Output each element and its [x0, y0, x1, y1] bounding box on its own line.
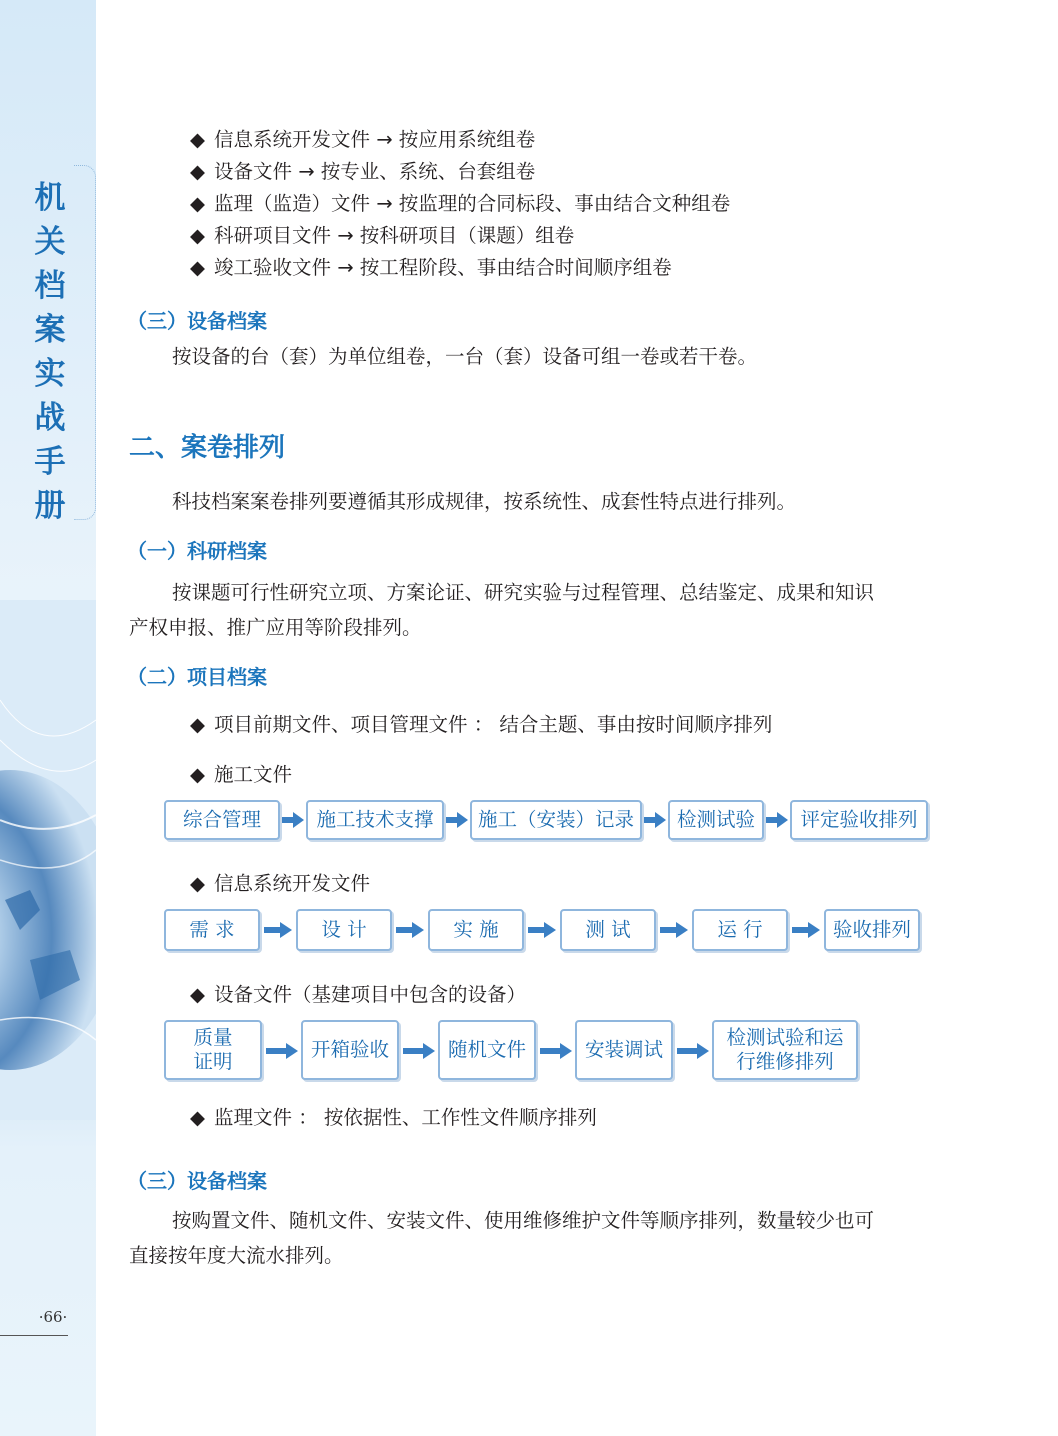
arrow-right-icon [446, 810, 468, 830]
flow-box: 评定验收排列 [790, 800, 928, 840]
flow-box: 安装调试 [575, 1020, 673, 1080]
page-number-rule [0, 1335, 68, 1336]
flow-box: 综合管理 [164, 800, 280, 840]
flow-box: 实 施 [428, 909, 524, 951]
flow-box: 检测试验和运 行维修排列 [712, 1020, 858, 1080]
flow-box: 质量 证明 [164, 1020, 262, 1080]
arrow-right-icon [766, 810, 788, 830]
bullet-item: ◆ 信息系统开发文件 → 按应用系统组卷 [190, 128, 536, 151]
arrow-right-icon [540, 1041, 572, 1061]
flow-box: 施工（安装）记录 [470, 800, 642, 840]
subheading-equipment-archive: （三）设备档案 [127, 309, 267, 333]
bullet-item: ◆ 监理（监造）文件 → 按监理的合同标段、事由结合文种组卷 [190, 192, 731, 215]
page-number: ·66· [38, 1308, 68, 1326]
bullet-item: ◆ 设备文件（基建项目中包含的设备） [190, 983, 527, 1006]
flow-box: 施工技术支撑 [306, 800, 444, 840]
bullet-item: ◆ 项目前期文件、项目管理文件 ： 结合主题、事由按时间顺序排列 [190, 713, 773, 736]
paragraph: 按设备的台（套）为单位组卷，一台（套）设备可组一卷或若干卷。 [172, 345, 758, 368]
arrow-right-icon [266, 1041, 298, 1061]
flow-box: 需 求 [164, 909, 260, 951]
flow-box: 检测试验 [668, 800, 764, 840]
arrow-right-icon [644, 810, 666, 830]
flow-box: 设 计 [296, 909, 392, 951]
title-bracket [74, 165, 96, 520]
sidebar-title: 机 关 档 案 实 战 手 册 [34, 180, 66, 524]
arrow-right-icon [396, 920, 424, 940]
arrow-right-icon [677, 1041, 709, 1061]
bullet-item: ◆ 施工文件 [190, 763, 293, 786]
subheading-project-archive: （二）项目档案 [127, 665, 267, 689]
flow-box: 运 行 [692, 909, 788, 951]
flow-box: 开箱验收 [301, 1020, 399, 1080]
paragraph-line: 按购置文件、随机文件、安装文件、使用维修维护文件等顺序排列，数量较少也可 [172, 1209, 875, 1232]
sidebar [0, 0, 96, 1436]
arrow-right-icon [660, 920, 688, 940]
paragraph-line: 产权申报、推广应用等阶段排列。 [129, 616, 422, 639]
arrow-right-icon [403, 1041, 435, 1061]
subheading-research-archive: （一）科研档案 [127, 539, 267, 563]
paragraph-line: 直接按年度大流水排列。 [129, 1244, 344, 1267]
bullet-item: ◆ 信息系统开发文件 [190, 872, 371, 895]
flow-box: 随机文件 [438, 1020, 536, 1080]
section-heading: 二、案卷排列 [129, 433, 286, 463]
subheading-equipment-archive: （三）设备档案 [127, 1169, 267, 1193]
bullet-item: ◆ 竣工验收文件 → 按工程阶段、事由结合时间顺序组卷 [190, 256, 672, 279]
bullet-item: ◆ 设备文件 → 按专业、系统、台套组卷 [190, 160, 536, 183]
flow-box: 验收排列 [824, 909, 920, 951]
arrow-right-icon [528, 920, 556, 940]
bullet-item: ◆ 科研项目文件 → 按科研项目（课题）组卷 [190, 224, 575, 247]
bullet-item: ◆ 监理文件 ： 按依据性、工作性文件顺序排列 [190, 1106, 597, 1129]
arrow-right-icon [792, 920, 820, 940]
paragraph: 科技档案案卷排列要遵循其形成规律，按系统性、成套性特点进行排列。 [172, 490, 797, 513]
arrow-right-icon [282, 810, 304, 830]
flow-box: 测 试 [560, 909, 656, 951]
paragraph-line: 按课题可行性研究立项、方案论证、研究实验与过程管理、总结鉴定、成果和知识 [172, 581, 875, 604]
arrow-right-icon [264, 920, 292, 940]
globe-decoration [0, 600, 96, 1120]
